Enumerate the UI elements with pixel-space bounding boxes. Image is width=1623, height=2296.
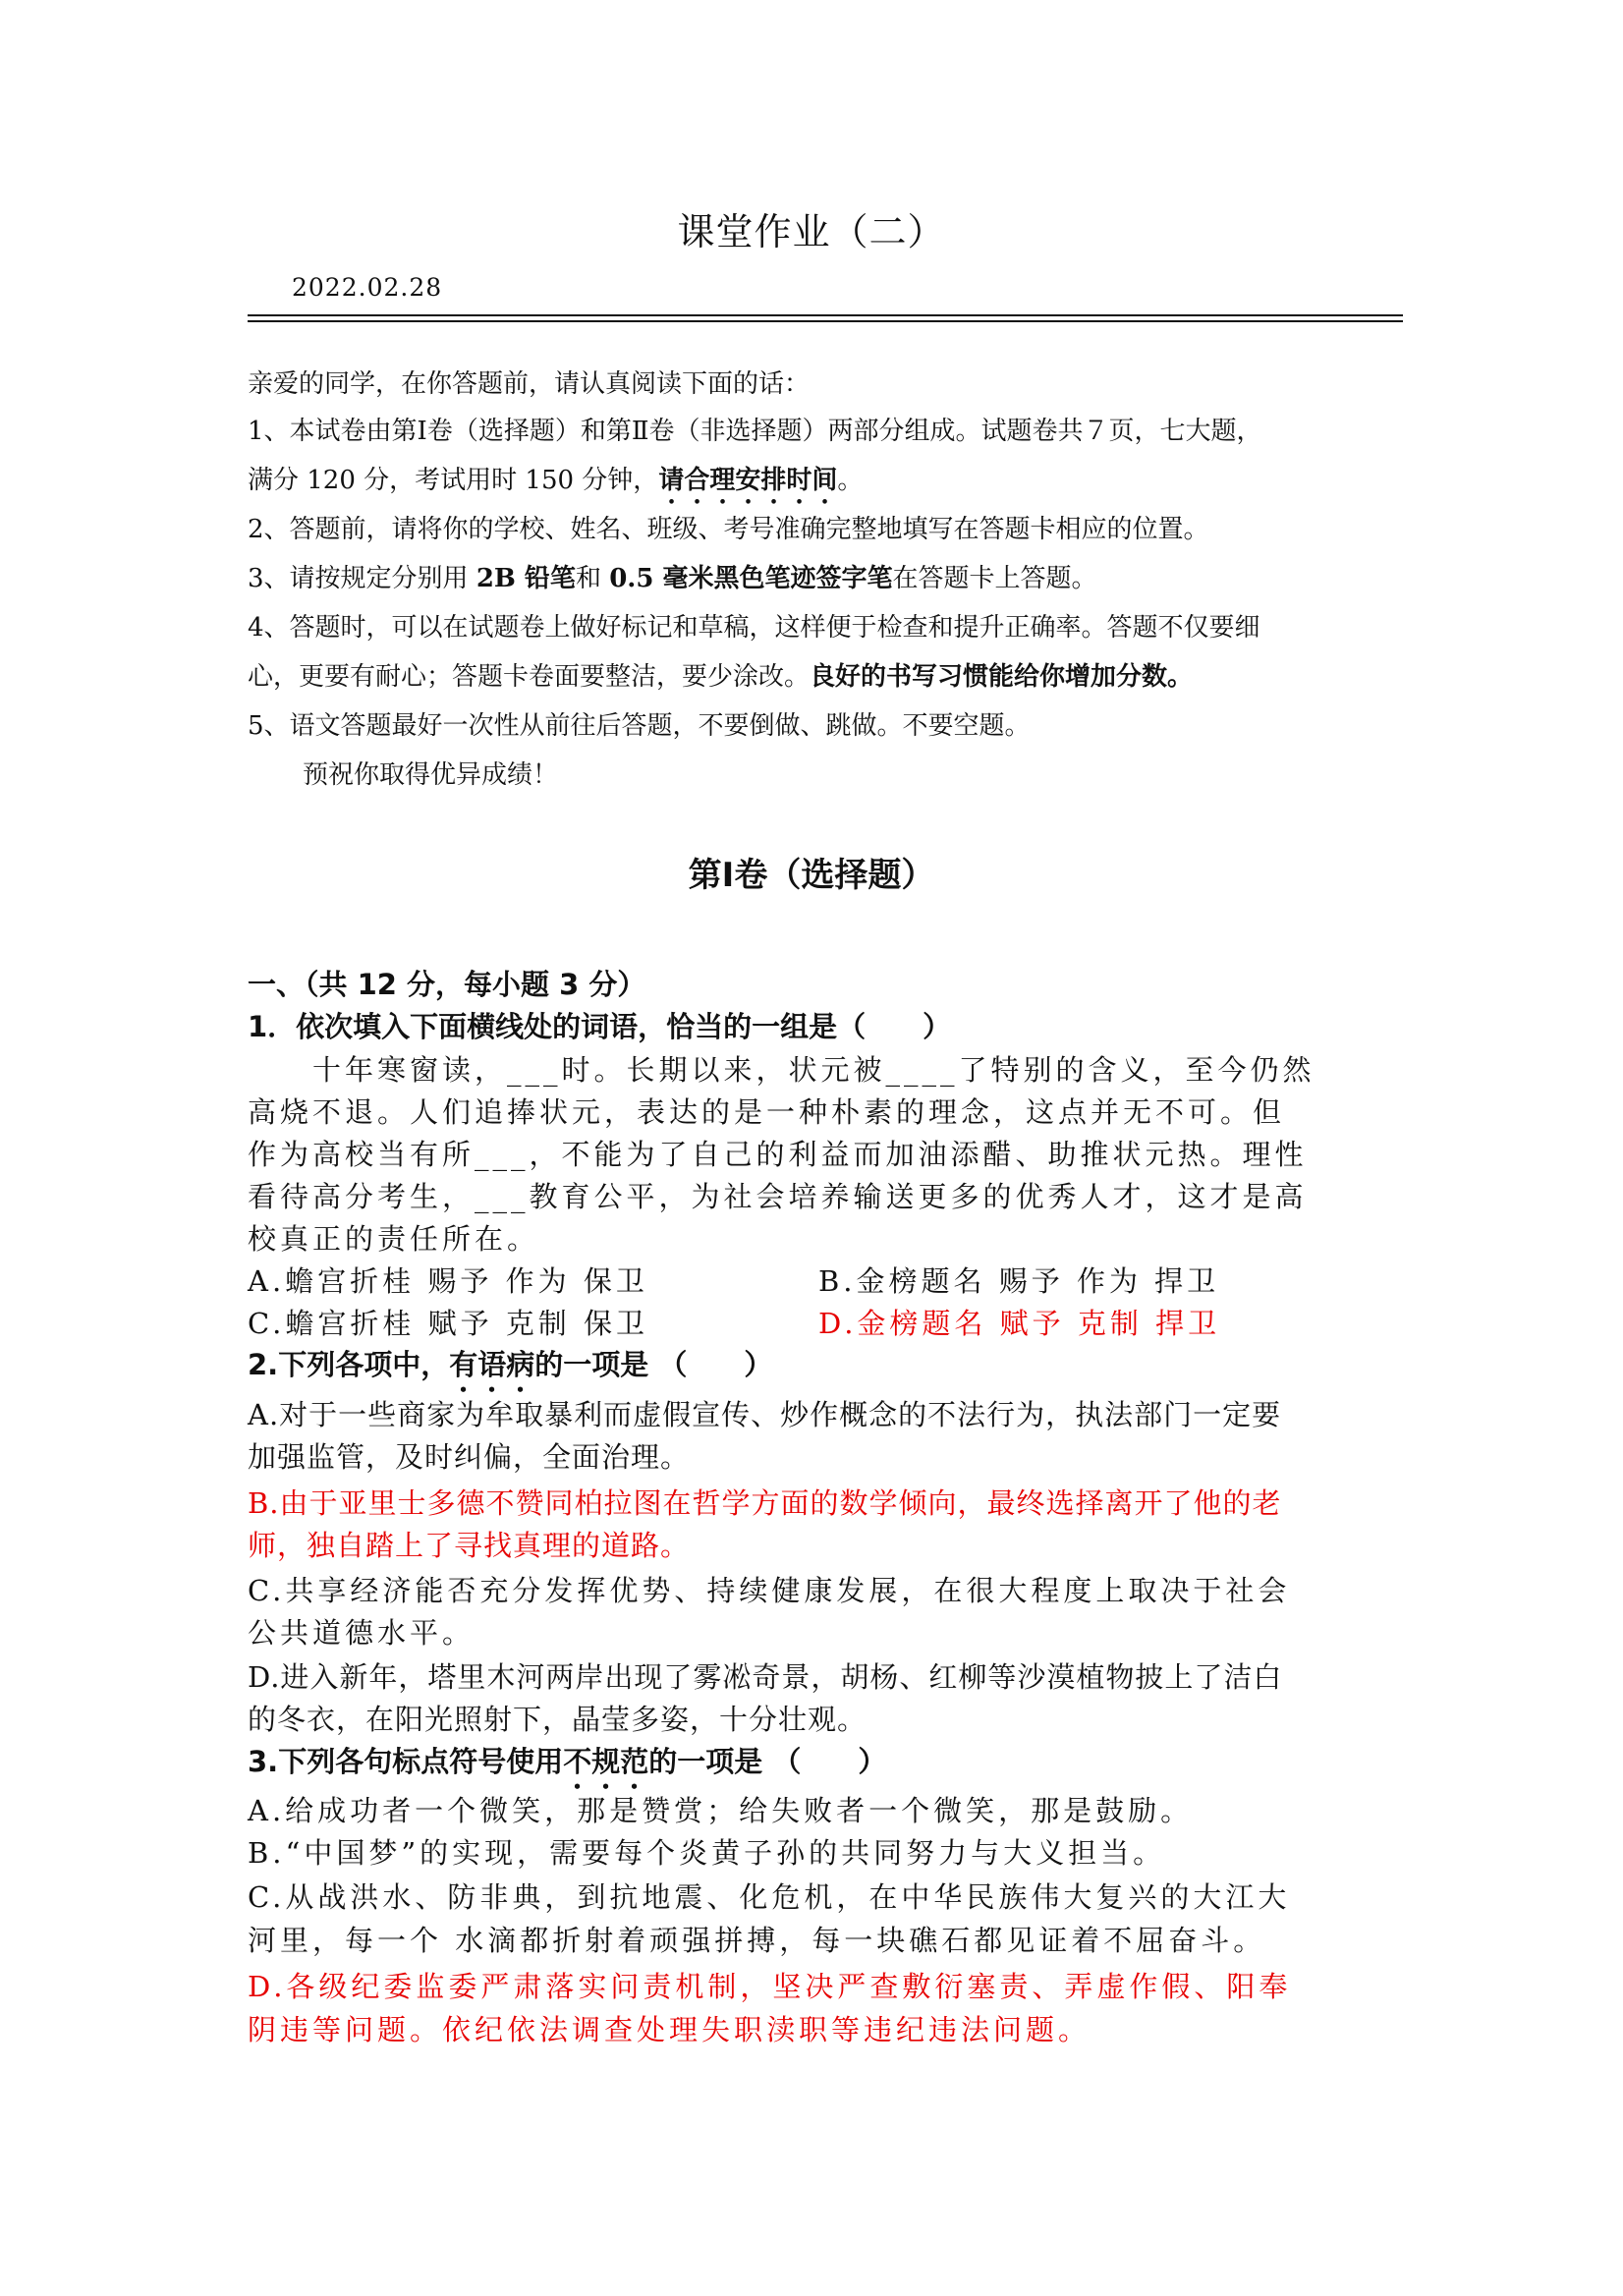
part-heading: 一、（共 12 分，每小题 3 分） <box>248 968 646 1001</box>
notice-item-3-pencil: 2B 铅笔 <box>476 564 576 593</box>
q1-option-d-answer: D.金榜题名 赋予 克制 捍卫 <box>818 1307 1221 1340</box>
q1-passage-line-2: 高烧不退。人们追捧状元，表达的是一种朴素的理念，这点并无不可。但 <box>248 1095 1286 1129</box>
q2-option-a-line-2: 加强监管，及时纠偏，全面治理。 <box>248 1440 691 1474</box>
q3-stem-a: 3.下列各句标点符号使用 <box>248 1745 564 1778</box>
notice-item-1b <box>248 460 863 510</box>
section-title: 第Ⅰ卷（选择题） <box>688 856 935 895</box>
q2-option-c-line-1: C.共享经济能否充分发挥优势、持续健康发展，在很大程度上取决于社会 <box>248 1574 1291 1607</box>
notice-item-3-c: 和 <box>575 564 610 593</box>
q3-option-a: A.给成功者一个微笑，那是赞赏；给失败者一个微笑，那是鼓励。 <box>248 1794 1194 1827</box>
notice-item-3-pen: 0.5 毫米黑色笔迹签字笔 <box>609 564 893 593</box>
q1-option-a: A.蟾宫折桂 赐予 作为 保卫 <box>248 1264 648 1298</box>
notice-item-1a: 1、本试卷由第Ⅰ卷（选择题）和第Ⅱ卷（非选择题）两部分组成。试题卷共７页，七大题， <box>248 417 1262 446</box>
q2-option-b-line-2-answer: 师，独自踏上了寻找真理的道路。 <box>248 1529 691 1562</box>
q2-option-d-line-2: 的冬衣，在阳光照射下，晶莹多姿，十分壮观。 <box>248 1703 867 1736</box>
q3-option-d-line-1-answer: D.各级纪委监委严肃落实问责机制，坚决严查敷衍塞责、弄虚作假、阳奉 <box>248 1970 1292 2003</box>
page-title: 课堂作业（二） <box>677 210 946 253</box>
notice-item-1b-text: 满分 120 分，考试用时 150 分钟， <box>248 466 659 495</box>
notice-item-4b-text: 心，更要有耐心；答题卡卷面要整洁，要少涂改。 <box>248 662 811 692</box>
notice-item-5: 5、语文答题最好一次性从前往后答题，不要倒做、跳做。不要空题。 <box>248 711 1031 741</box>
q3-option-d-line-2-answer: 阴违等问题。依纪依法调查处理失职渎职等违纪违法问题。 <box>248 2013 1091 2046</box>
date: 2022.02.28 <box>292 273 443 302</box>
notice-wish: 预祝你取得优异成绩！ <box>303 760 559 790</box>
notice-item-4b <box>248 656 1193 693</box>
q2-stem <box>248 1343 772 1399</box>
q3-option-c-line-1: C.从战洪水、防非典，到抗地震、化危机，在中华民族伟大复兴的大江大 <box>248 1880 1291 1914</box>
notice-item-3-a: 3、请按规定分别用 <box>248 564 476 593</box>
q1-passage-line-3: 作为高校当有所___，不能为了自己的利益而加油添醋、助推状元热。理性 <box>248 1138 1308 1171</box>
q2-stem-b: 的一项是 （ ） <box>534 1348 773 1381</box>
q2-option-d-line-1: D.进入新年，塔里木河两岸出现了雾凇奇景，胡杨、红柳等沙漠植物披上了洁白 <box>248 1660 1283 1694</box>
q1-option-b: B.金榜题名 赐予 作为 捍卫 <box>818 1264 1220 1298</box>
header-rule-top <box>248 314 1403 316</box>
notice-item-4b-emphasis: 良好的书写习惯能给你增加分数。 <box>810 662 1194 692</box>
q1-stem: 1．依次填入下面横线处的词语，恰当的一组是（ ） <box>248 1010 952 1043</box>
q3-stem-b: 的一项是 （ ） <box>648 1745 887 1778</box>
q1-passage-line-4: 看待高分考生，___教育公平，为社会培养输送更多的优秀人才，这才是高 <box>248 1180 1308 1213</box>
notice-item-1b-end: 。 <box>837 466 864 495</box>
q2-stem-emphasis: 有语病 <box>449 1348 535 1381</box>
q3-stem <box>248 1740 886 1796</box>
notice-item-4a: 4、答题时，可以在试题卷上做好标记和草稿，这样便于检查和提升正确率。答题不仅要细 <box>248 613 1260 643</box>
notice-greeting: 亲爱的同学，在你答题前，请认真阅读下面的话： <box>248 369 811 399</box>
header-rule-bottom <box>248 320 1403 322</box>
q3-stem-emphasis: 不规范 <box>563 1745 649 1778</box>
q1-passage-line-1: 十年寒窗读，___时。长期以来，状元被____了特别的含义，至今仍然 <box>248 1053 1315 1087</box>
q3-option-c-line-2: 河里，每一个 水滴都折射着顽强拼搏，每一块礁石都见证着不屈奋斗。 <box>248 1924 1266 1957</box>
notice-item-3 <box>248 558 1097 594</box>
q3-option-b: B.“中国梦”的实现，需要每个炎黄子孙的共同努力与大义担当。 <box>248 1836 1166 1870</box>
q1-option-c: C.蟾宫折桂 赋予 克制 保卫 <box>248 1307 649 1340</box>
q2-option-c-line-2: 公共道德水平。 <box>248 1616 476 1650</box>
q1-passage-line-5: 校真正的责任所在。 <box>248 1222 540 1256</box>
q2-option-a-line-1: A.对于一些商家为牟取暴利而虚假宣传、炒作概念的不法行为，执法部门一定要 <box>248 1398 1282 1431</box>
notice-item-1b-emphasis: 请合理安排时间 <box>658 466 838 495</box>
notice-item-2: 2、答题前，请将你的学校、姓名、班级、考号准确完整地填写在答题卡相应的位置。 <box>248 515 1209 544</box>
q2-option-b-line-1-answer: B.由于亚里士多德不赞同柏拉图在哲学方面的数学倾向，最终选择离开了他的老 <box>248 1486 1282 1520</box>
notice-item-3-e: 在答题卡上答题。 <box>892 564 1097 593</box>
q2-stem-a: 2.下列各项中， <box>248 1348 450 1381</box>
